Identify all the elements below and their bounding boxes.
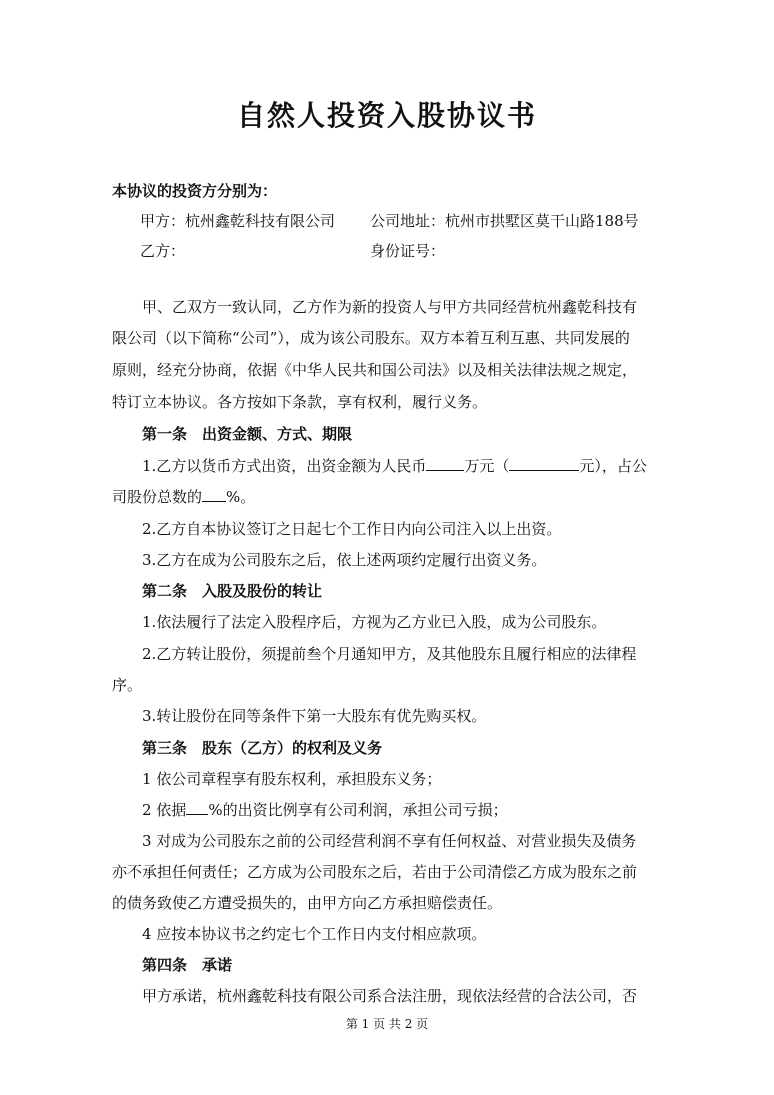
intro-line: 甲、乙双方一致认同，乙方作为新的投资人与甲方共同经营杭州鑫乾科技有 <box>142 298 638 316</box>
article1-p1-text: %。 <box>226 488 256 506</box>
article2-p2-cont: 序。 <box>112 676 143 694</box>
percent-blank <box>202 486 226 502</box>
article1-p3: 3.乙方在成为公司股东之后，依上述两项约定履行出资义务。 <box>142 551 547 569</box>
amount-blank <box>509 455 579 471</box>
intro-line: 限公司（以下简称“公司”），成为该公司股东。双方本着互利互惠、共同发展的 <box>112 329 630 347</box>
article3-p3: 3 对成为公司股东之前的公司经营利润不享有任何权益、对营业损失及债务 <box>142 832 637 850</box>
party-a: 甲方：杭州鑫乾科技有限公司 <box>140 212 336 230</box>
article3-p2 <box>142 799 508 820</box>
article3-p2-text: 2 依据 <box>142 801 187 819</box>
article2-heading: 第二条 入股及股份的转让 <box>142 582 323 600</box>
article4-p1: 甲方承诺，杭州鑫乾科技有限公司系合法注册，现依法经营的合法公司，否 <box>142 987 638 1005</box>
article1-p1-text: 1.乙方以货币方式出资，出资金额为人民币 <box>142 457 427 475</box>
article4-heading: 第四条 承诺 <box>142 956 233 974</box>
article1-p1-text: 元），占公 <box>579 457 647 475</box>
article3-p2-text: %的出资比例享有公司利润，承担公司亏损； <box>208 801 508 819</box>
article1-p1-cont <box>112 486 255 507</box>
intro-line: 原则，经充分协商，依据《中华人民共和国公司法》以及相关法律法规之规定， <box>112 361 638 379</box>
intro-line: 特订立本协议。各方按如下条款，享有权利，履行义务。 <box>112 393 488 411</box>
article1-p2: 2.乙方自本协议签订之日起七个工作日内向公司注入以上出资。 <box>142 520 562 538</box>
party-b: 乙方： <box>140 242 186 260</box>
article2-p1: 1.依法履行了法定入股程序后，方视为乙方业已入股，成为公司股东。 <box>142 613 607 631</box>
document-title: 自然人投资入股协议书 <box>236 99 537 132</box>
article3-p1: 1 依公司章程享有股东权利，承担股东义务； <box>142 770 442 788</box>
article3-p3-cont: 亦不承担任何责任；乙方成为公司股东之后，若由于公司清偿乙方成为股东之前 <box>112 863 638 881</box>
article1-p1-text: 司股份总数的 <box>112 488 203 506</box>
party-b-id: 身份证号： <box>370 242 446 260</box>
percent-blank <box>186 799 208 815</box>
article2-p3: 3.转让股份在同等条件下第一大股东有优先购买权。 <box>142 707 487 725</box>
article1-p1-text: 万元（ <box>464 457 510 475</box>
article1-heading: 第一条 出资金额、方式、期限 <box>142 425 353 443</box>
page-footer: 第 1 页 共 2 页 <box>345 1017 429 1031</box>
article1-p1 <box>142 455 647 476</box>
article3-p4: 4 应按本协议书之约定七个工作日内支付相应款项。 <box>142 925 487 943</box>
parties-heading: 本协议的投资方分别为： <box>112 182 278 200</box>
article3-heading: 第三条 股东（乙方）的权利及义务 <box>142 739 383 757</box>
amount-blank <box>426 455 464 471</box>
party-a-address: 公司地址：杭州市拱墅区莫干山路188号 <box>370 212 639 230</box>
article2-p2: 2.乙方转让股份，须提前叁个月通知甲方，及其他股东且履行相应的法律程 <box>142 645 637 663</box>
article3-p3-cont: 的债务致使乙方遭受损失的，由甲方向乙方承担赔偿责任。 <box>112 894 503 912</box>
